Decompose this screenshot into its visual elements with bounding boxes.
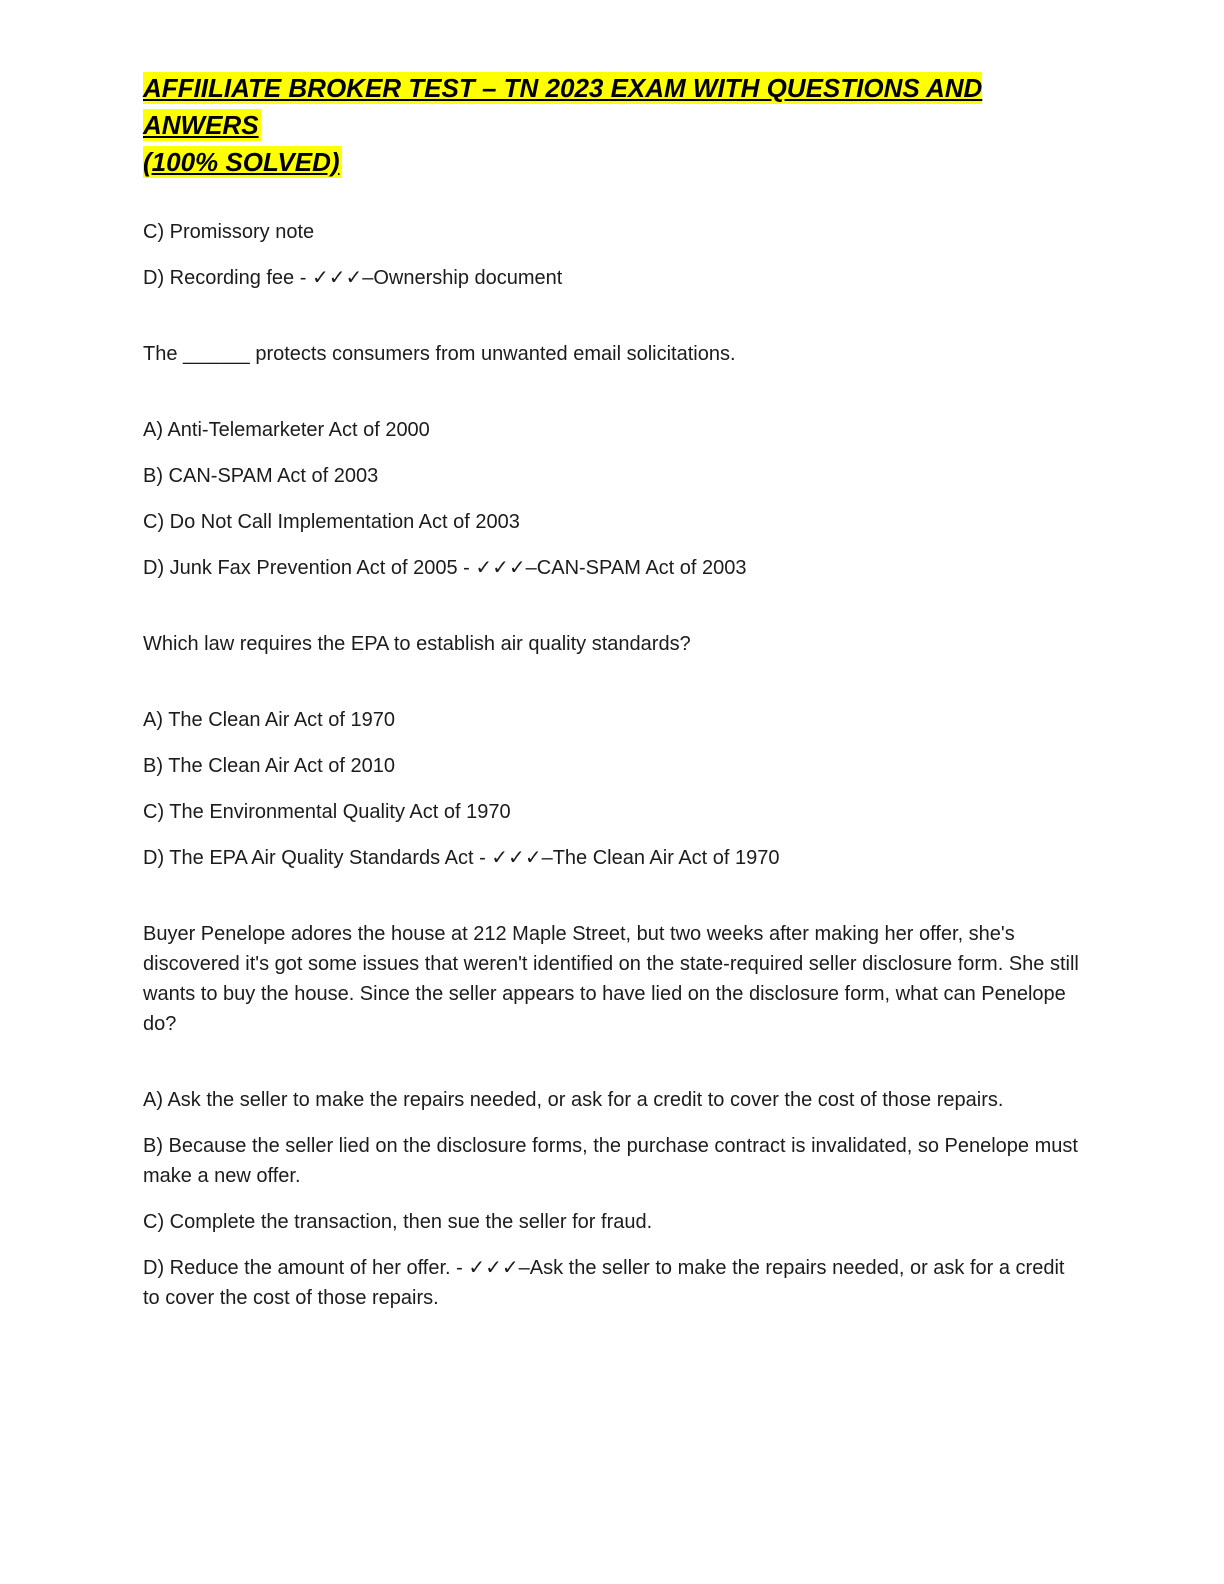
- answer-option: D) Junk Fax Prevention Act of 2005 - ✓✓✓–CAN-SPAM Act of 2003: [143, 556, 747, 579]
- answer-option: D) Reduce the amount of her offer. - ✓✓✓–Ask the seller to make the repairs needed, or ask for a credit to cover the cost of those repairs.: [143, 1256, 1065, 1309]
- answer-option: B) The Clean Air Act of 2010: [143, 754, 396, 777]
- page-title-line-1: AFFIILIATE BROKER TEST – TN 2023 EXAM WITH QUESTIONS AND ANWERS: [143, 73, 983, 140]
- answer-option: D) Recording fee - ✓✓✓–Ownership document: [143, 266, 563, 289]
- question-text: Which law requires the EPA to establish air quality standards?: [143, 632, 691, 655]
- document-body: [143, 217, 1084, 1313]
- answer-option: B) Because the seller lied on the disclosure forms, the purchase contract is invalidated, so Penelope must make a new offer.: [143, 1134, 1078, 1187]
- answer-option: D) The EPA Air Quality Standards Act - ✓✓✓–The Clean Air Act of 1970: [143, 846, 780, 869]
- answer-option: C) Complete the transaction, then sue the seller for fraud.: [143, 1210, 653, 1233]
- answer-option: B) CAN-SPAM Act of 2003: [143, 464, 379, 487]
- answer-option: C) The Environmental Quality Act of 1970: [143, 800, 511, 823]
- page-title-line-2: (100% SOLVED): [143, 146, 340, 177]
- question-text: The ______ protects consumers from unwanted email solicitations.: [143, 342, 736, 365]
- answer-option: A) The Clean Air Act of 1970: [143, 708, 396, 731]
- answer-option: A) Ask the seller to make the repairs needed, or ask for a credit to cover the cost of those repairs.: [143, 1088, 1004, 1111]
- question-text: Buyer Penelope adores the house at 212 Maple Street, but two weeks after making her offer, she's discovered it's got some issues that weren't identified on the state-required seller disclosure form. She still wants to buy the house. Since the seller appears to have lied on the disclosure form, what can Penelope do?: [143, 922, 1079, 1035]
- answer-option: A) Anti-Telemarketer Act of 2000: [143, 418, 430, 441]
- answer-option: C) Promissory note: [143, 220, 315, 243]
- page-title: [143, 70, 1084, 181]
- answer-option: C) Do Not Call Implementation Act of 2003: [143, 510, 520, 533]
